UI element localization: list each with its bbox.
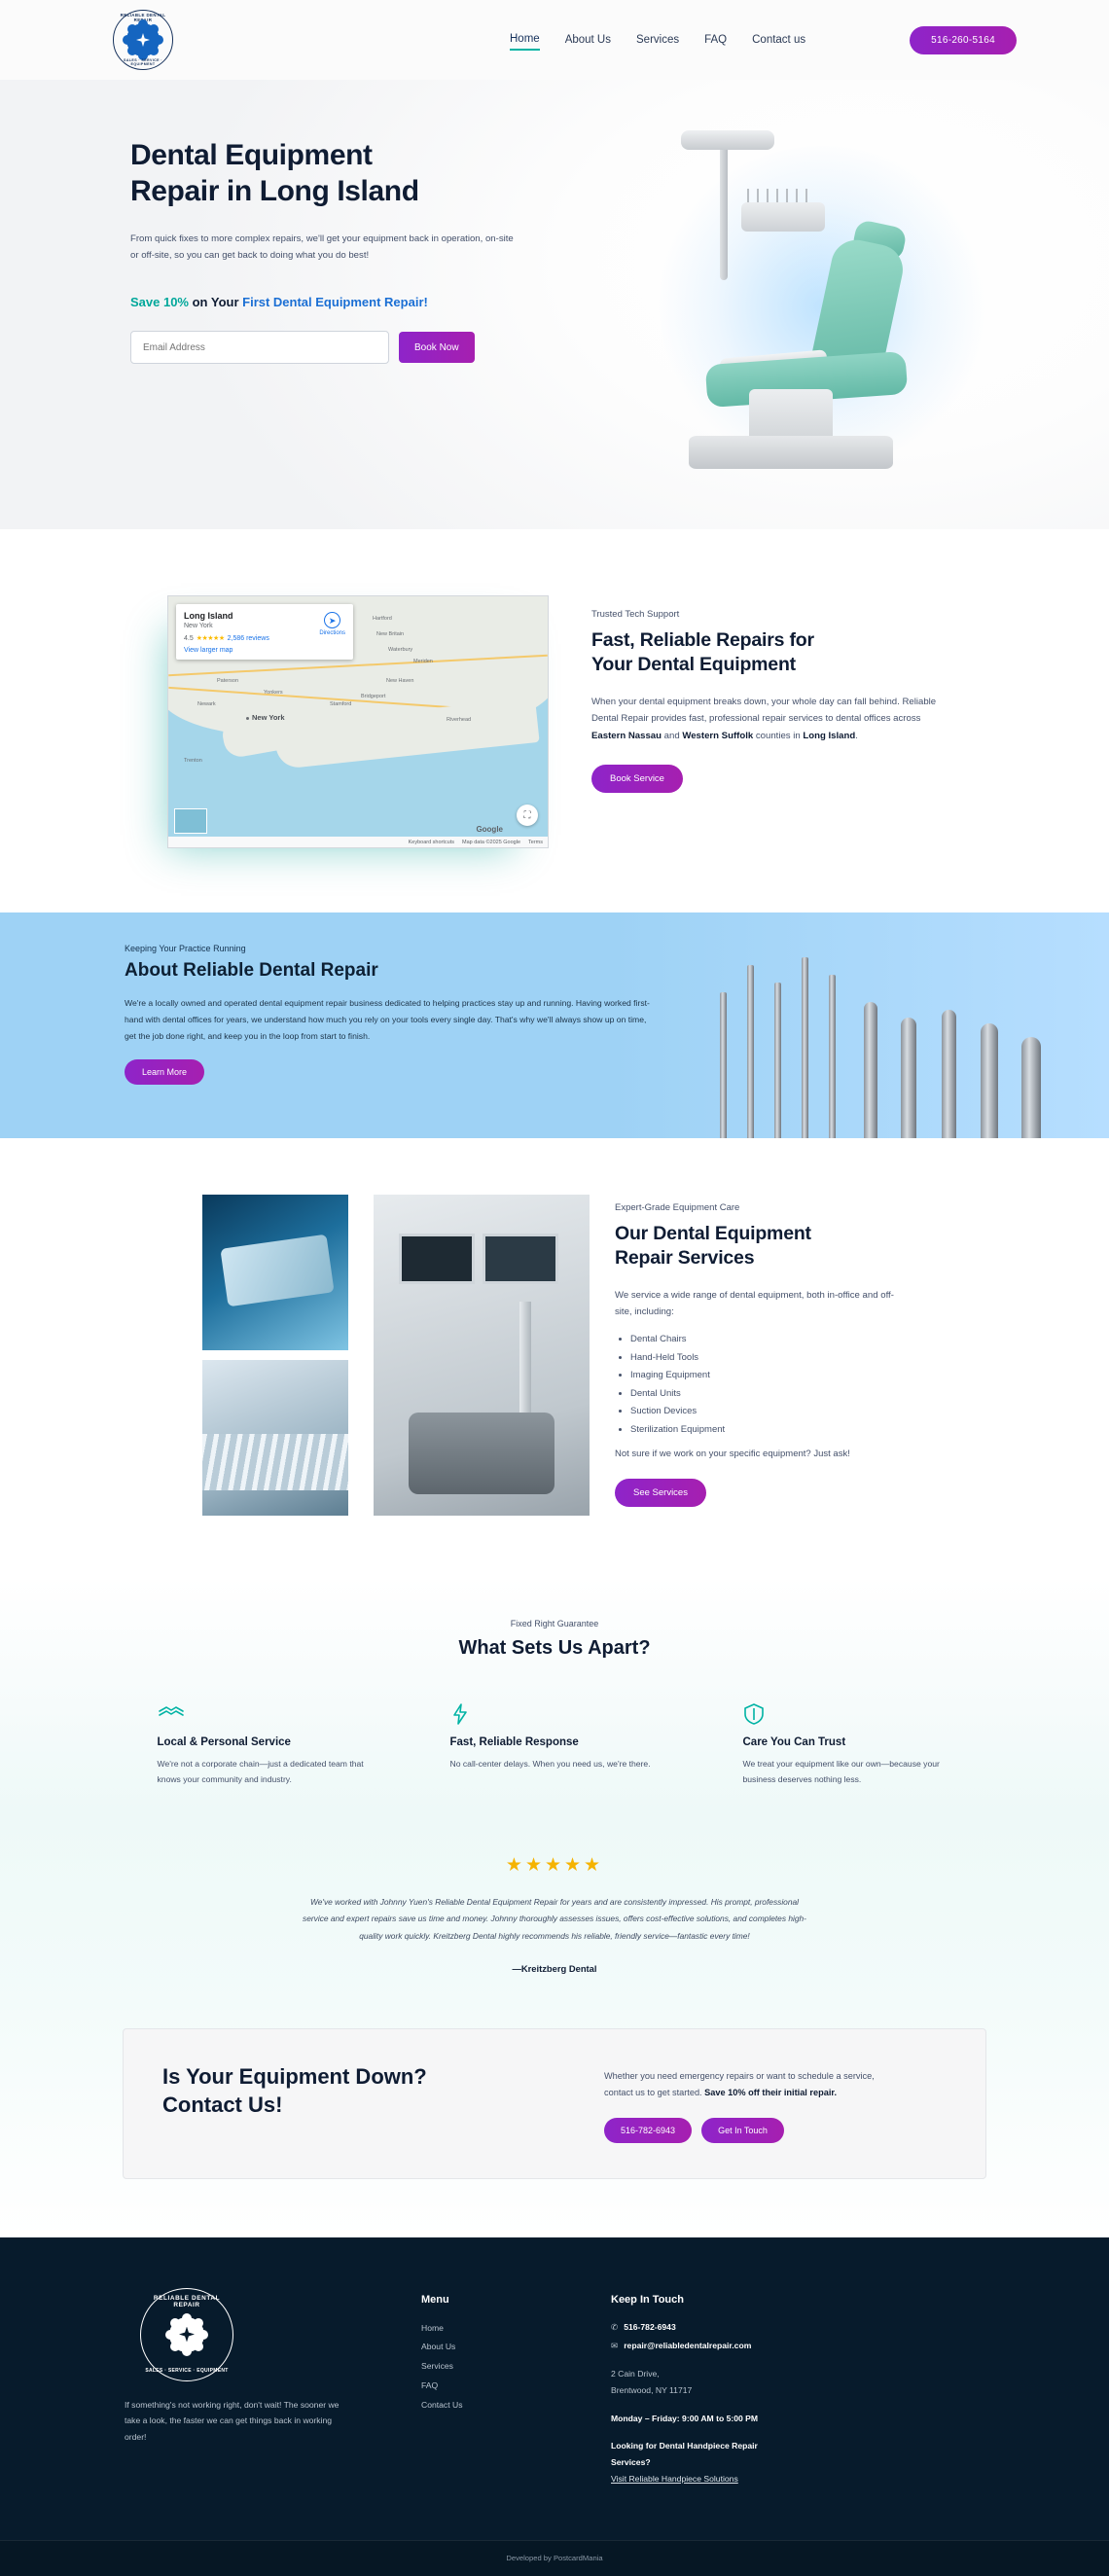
repairs-county-2: Western Suffolk (682, 731, 754, 742)
footer-contact-details (611, 2319, 854, 2487)
map-data-attribution: Map data ©2025 Google (462, 839, 521, 845)
cta-phone-button[interactable]: 516-782-6943 (604, 2118, 692, 2143)
map-label-new-york: New York (252, 713, 285, 722)
footer-columns (0, 2288, 1109, 2487)
cta-title-line2: Contact Us! (162, 2093, 283, 2118)
map-label-paterson: Paterson (217, 678, 239, 684)
hero-section (0, 80, 1109, 529)
feature-body: We're not a corporate chain—just a dedicated team that knows your community and industry. (157, 1759, 364, 1785)
cta-section (0, 2003, 1109, 2237)
nav-item-home[interactable]: Home (510, 29, 540, 51)
logo-bottom-text: SALES · SERVICE · EQUIPMENT (124, 58, 162, 66)
repairs-body-1: When your dental equipment breaks down, your whole day can fall behind. Reliable Dental Repair provides fast, professional repair services to dental offices across (591, 696, 937, 725)
footer-logo[interactable] (140, 2288, 233, 2381)
services-eyebrow: Expert-Grade Equipment Care (615, 1202, 740, 1213)
about-eyebrow: Keeping Your Practice Running (125, 944, 246, 953)
hero-offer (130, 295, 506, 309)
hero-offer-highlight: First Dental Equipment Repair! (242, 295, 428, 310)
repairs-body-3: counties in (753, 731, 804, 742)
repairs-county-1: Eastern Nassau (591, 731, 662, 742)
tool-handpiece-1 (864, 1002, 877, 1138)
differentiators-section (0, 1578, 1109, 1813)
footer-menu-column (421, 2288, 533, 2487)
footer-menu-title: Menu (421, 2293, 449, 2306)
map-label-new-britain: New Britain (376, 631, 405, 637)
tool-probe-3 (774, 983, 781, 1138)
footer-link-about-us[interactable]: About Us (421, 2342, 456, 2352)
repairs-title-line2: Your Dental Equipment (591, 654, 796, 676)
nav-item-about-us[interactable]: About Us (564, 34, 611, 46)
map-footer-bar (168, 837, 548, 847)
tool-handpiece-2 (901, 1018, 916, 1138)
chair-pole (720, 134, 728, 280)
services-body: We service a wide range of dental equipment, both in-office and off-site, including: (615, 1289, 894, 1318)
footer-copyright: Developed by PostcardMania (0, 2540, 1109, 2576)
hero-offer-discount: Save 10% (130, 295, 189, 310)
map-label-trenton: Trenton (184, 758, 202, 764)
site-logo[interactable] (97, 10, 189, 70)
equipment-arm (519, 1302, 531, 1418)
feature-care-you-can-trust (743, 1702, 952, 1788)
feature-body: We treat your equipment like our own—because your business deserves nothing less. (742, 1759, 940, 1785)
dental-tools-image (700, 912, 1109, 1138)
feature-fast-reliable-response (450, 1702, 660, 1788)
services-thumbnail-1 (202, 1195, 348, 1350)
footer-link-faq[interactable]: FAQ (421, 2379, 439, 2390)
feature-title: Local & Personal Service (157, 1736, 291, 1748)
footer-handpiece-block (611, 2438, 854, 2487)
cta-title (162, 2062, 561, 2120)
services-section (0, 1138, 1109, 1578)
services-main-image (374, 1195, 590, 1516)
footer-logo-top-text: RELIABLE DENTAL REPAIR (153, 2294, 221, 2308)
footer-address-line2: Brentwood, NY 11717 (611, 2384, 693, 2395)
testimonial-section (0, 1813, 1109, 2003)
repairs-eyebrow: Trusted Tech Support (591, 609, 680, 620)
features-row (0, 1702, 1109, 1788)
tool-handpiece-5 (1021, 1037, 1041, 1138)
logo-circle (113, 10, 173, 70)
site-footer (0, 2237, 1109, 2576)
chair-lamp (681, 130, 774, 150)
footer-phone: 516-782-6943 (624, 2321, 676, 2332)
feature-local-personal-service (158, 1702, 367, 1788)
services-text-block (615, 1195, 907, 1516)
map-street-view-thumbnail[interactable] (174, 808, 207, 834)
repairs-region: Long Island (803, 731, 856, 742)
envelope-icon: ✉ (611, 2341, 619, 2351)
hero-title-line2: Repair in Long Island (130, 174, 419, 207)
directions-icon: ➤ (324, 612, 340, 628)
repairs-body-2: and (662, 731, 683, 742)
footer-email-row[interactable] (611, 2338, 854, 2354)
services-thumbnail-2 (202, 1360, 348, 1516)
tool-probe-2 (747, 965, 754, 1138)
about-title: About Reliable Dental Repair (125, 960, 378, 981)
header-phone-button[interactable]: 516-260-5164 (910, 26, 1017, 54)
footer-handpiece-title-2: Services? (611, 2457, 651, 2468)
google-watermark: Google (476, 825, 503, 834)
testimonial-quote: We've worked with Johnny Yuen's Reliable Dental Equipment Repair for years and are consistently impressed. His prompt, professional service and expert repairs save us time and money. Johnny thoroughly assesses issues, offers cost-effective solutions, and completes high-quality work quickly. Kreitzberg Dental highly recommends his reliable, friendly service—fantastic every time! (303, 1896, 806, 1941)
footer-logo-bottom-text: SALES · SERVICE · EQUIPMENT (145, 2367, 229, 2374)
hero-subtitle: From quick fixes to more complex repairs, we'll get your equipment back in operation, on-site or off-site, so you can get back to doing what you do best! (130, 233, 514, 261)
directions-label: Directions (319, 630, 345, 636)
map-directions-button[interactable] (319, 612, 345, 636)
footer-link-contact-us[interactable]: Contact Us (421, 2399, 463, 2410)
map-fullscreen-button[interactable]: ⛶ (517, 805, 538, 826)
main-nav (510, 29, 805, 51)
map-info-card[interactable] (176, 604, 353, 660)
tool-probe-4 (802, 957, 808, 1138)
tool-handpiece-3 (942, 1010, 956, 1138)
tool-probe-1 (720, 992, 727, 1138)
cta-body-text: Whether you need emergency repairs or want to schedule a service, contact us to get started. (604, 2070, 875, 2098)
map-label-new-haven: New Haven (386, 678, 414, 684)
repairs-body-4: . (855, 731, 858, 742)
footer-link-home[interactable]: Home (421, 2322, 444, 2333)
testimonial-author: —Kreitzberg Dental (512, 1962, 597, 1974)
footer-address-line1: 2 Cain Drive, (611, 2369, 660, 2379)
map-label-bridgeport: Bridgeport (361, 694, 386, 699)
list-item: • Suction Devices (630, 1403, 907, 1421)
repairs-title-line1: Fast, Reliable Repairs for (591, 629, 814, 651)
cta-body (604, 2068, 896, 2102)
email-input[interactable] (130, 331, 389, 364)
learn-more-button[interactable]: Learn More (125, 1059, 204, 1085)
nav-item-faq[interactable]: FAQ (704, 34, 728, 46)
services-thumbnails (202, 1195, 348, 1516)
services-ask-text: Not sure if we work on your specific equipment? Just ask! (615, 1449, 850, 1460)
repairs-title (591, 628, 942, 678)
map-place-subtitle: New York (184, 623, 213, 629)
cta-right (604, 2062, 896, 2143)
operatory-chair (409, 1413, 554, 1494)
tool-probe-5 (829, 975, 836, 1138)
gear-icon (169, 2317, 204, 2352)
map-rating-value: 4.5 (184, 634, 194, 642)
map-place-title: Long Island (184, 611, 233, 621)
map-label-stamford: Stamford (330, 701, 352, 707)
book-now-button[interactable]: Book Now (399, 332, 475, 363)
see-services-button[interactable]: See Services (615, 1479, 706, 1507)
footer-email: repair@reliabledentalrepair.com (624, 2341, 752, 2351)
hero-offer-middle: on Your (189, 295, 243, 310)
list-item: • Imaging Equipment (630, 1367, 907, 1385)
book-service-button[interactable]: Book Service (591, 765, 683, 793)
site-header (0, 0, 1109, 80)
footer-handpiece-title-1: Looking for Dental Handpiece Repair (611, 2441, 758, 2451)
about-body: We're a locally owned and operated dental equipment repair business dedicated to helping practices stay up and running. Having worked first-hand with dental offices for years, we understand how much you rely on your tools every single day. That's why we'll always show up on time, get the job done right, and keep you in the loop from start to finish. (125, 998, 650, 1041)
phone-icon: ✆ (611, 2321, 619, 2332)
chair-instrument-tray (741, 202, 825, 232)
map-label-riverhead: Riverhead (447, 717, 472, 723)
list-item: • Sterilization Equipment (630, 1421, 907, 1440)
services-list (630, 1331, 907, 1439)
footer-brand (125, 2288, 343, 2487)
repairs-body (591, 694, 942, 745)
feature-title: Fast, Reliable Response (449, 1736, 579, 1748)
list-item: • Hand-Held Tools (630, 1349, 907, 1368)
hero-signup-form (130, 331, 506, 364)
logo-top-text: RELIABLE DENTAL REPAIR (120, 13, 166, 22)
map-label-newark: Newark (197, 701, 216, 707)
map-rating-stars: ★★★★★ (196, 635, 225, 642)
feature-body: No call-center delays. When you need us, we're there. (449, 1759, 651, 1769)
hero-content (0, 80, 514, 364)
map-label-meriden: Meriden (413, 659, 433, 664)
lightning-icon (450, 1702, 660, 1728)
dental-chair-image (613, 126, 1031, 496)
tool-handpiece-4 (981, 1023, 998, 1138)
map-label-hartford: Hartford (373, 616, 392, 622)
xray-monitor-1 (399, 1234, 475, 1284)
cta-title-line1: Is Your Equipment Down? (162, 2063, 427, 2089)
map-reviews-link[interactable]: 2,586 reviews (227, 634, 269, 642)
get-in-touch-button[interactable]: Get In Touch (701, 2118, 784, 2143)
cta-buttons (604, 2118, 896, 2143)
repairs-text-block (591, 595, 942, 848)
about-section (0, 912, 1109, 1138)
footer-tagline: If something's not working right, don't wait! The sooner we take a look, the faster we can get things back in working order! (125, 2399, 340, 2443)
apart-eyebrow: Fixed Right Guarantee (510, 1619, 599, 1628)
nav-item-contact-us[interactable]: Contact us (752, 34, 806, 46)
footer-hours-text: Monday – Friday: 9:00 AM to 5:00 PM (611, 2413, 759, 2423)
nav-item-services[interactable]: Services (636, 34, 680, 46)
about-content (0, 912, 650, 1085)
map-dot-new-york (246, 717, 249, 720)
services-title (615, 1222, 907, 1271)
footer-address (611, 2366, 854, 2399)
footer-phone-row[interactable] (611, 2319, 854, 2336)
hero-title-line1: Dental Equipment (130, 139, 373, 171)
cta-body-bold: Save 10% off their initial repair. (704, 2088, 837, 2098)
google-map[interactable] (167, 595, 549, 848)
apart-title: What Sets Us Apart? (458, 1637, 651, 1659)
handshake-icon (158, 1702, 367, 1728)
services-title-line2: Repair Services (615, 1247, 755, 1270)
repairs-section (0, 529, 1109, 912)
footer-link-services[interactable]: Services (421, 2361, 453, 2372)
map-label-yonkers: Yonkers (264, 690, 283, 696)
map-keyboard-shortcuts[interactable]: Keyboard shortcuts (408, 839, 454, 845)
list-item: • Dental Chairs (630, 1331, 907, 1349)
footer-handpiece-link[interactable]: Visit Reliable Handpiece Solutions (611, 2473, 738, 2484)
footer-contact-column (611, 2288, 854, 2487)
map-terms-link[interactable]: Terms (528, 839, 543, 845)
view-larger-map-link[interactable]: View larger map (184, 647, 233, 654)
testimonial-stars: ★★★★★ (505, 1854, 604, 1876)
footer-contact-title: Keep In Touch (611, 2293, 684, 2306)
gear-icon (126, 23, 160, 56)
chair-base (689, 436, 893, 469)
shield-icon (743, 1702, 952, 1728)
xray-monitor-2 (483, 1234, 558, 1284)
list-item: • Dental Units (630, 1385, 907, 1404)
map-label-waterbury: Waterbury (388, 647, 413, 653)
feature-title: Care You Can Trust (742, 1736, 846, 1748)
hero-title (130, 138, 506, 210)
cta-box (123, 2028, 986, 2179)
footer-hours (611, 2411, 854, 2427)
services-title-line1: Our Dental Equipment (615, 1223, 811, 1244)
